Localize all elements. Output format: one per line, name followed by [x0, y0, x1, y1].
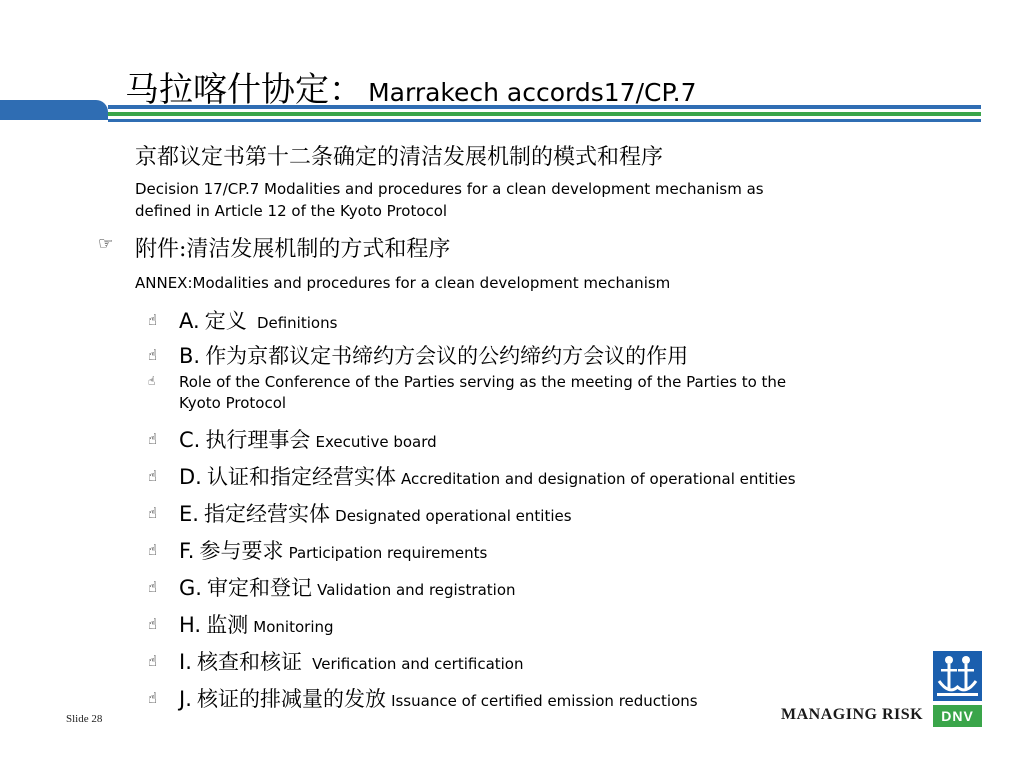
item-en: Monitoring: [253, 618, 334, 636]
slide-title: [125, 62, 697, 111]
header-blue-tab: [0, 100, 108, 120]
item-letter: B.: [179, 344, 201, 368]
pointing-hand-up-icon: ☝: [148, 652, 158, 670]
item-cn: 核查和核证: [196, 650, 302, 674]
item-en-line2: Kyoto Protocol: [179, 394, 287, 412]
item-letter: A.: [179, 309, 200, 333]
list-item: [179, 305, 337, 335]
list-item: [179, 609, 334, 639]
header-green-line: [108, 112, 981, 116]
pointing-hand-up-icon: ☝: [148, 541, 158, 559]
item-en: Participation requirements: [288, 544, 488, 562]
pointing-hand-up-icon: ☝: [148, 615, 158, 633]
item-cn: 审定和登记: [207, 576, 313, 600]
item-letter: F.: [179, 539, 195, 563]
pointing-hand-up-icon: ☝: [148, 504, 158, 522]
item-cn: 监测: [206, 613, 249, 637]
annex-en: ANNEX:Modalities and procedures for a clean development mechanism: [135, 274, 671, 292]
item-en: Verification and certification: [312, 655, 524, 673]
item-cn: 作为京都议定书缔约方会议的公约缔约方会议的作用: [205, 344, 689, 368]
list-item: [179, 372, 786, 414]
item-letter: H.: [179, 613, 202, 637]
item-letter: E.: [179, 502, 199, 526]
item-en: Designated operational entities: [335, 507, 572, 525]
item-en: Issuance of certified emission reductions: [391, 692, 698, 710]
item-letter: D.: [179, 465, 202, 489]
item-cn: 定义: [204, 309, 247, 333]
slide-title-en: Marrakech accords17/CP.7: [368, 78, 697, 107]
list-item: [179, 683, 698, 713]
list-item: [179, 340, 688, 370]
item-cn: 指定经营实体: [204, 502, 331, 526]
item-en: Accreditation and designation of operational entities: [401, 470, 796, 488]
pointing-hand-up-icon: ☝: [148, 311, 158, 329]
pointing-hand-right-icon: ☞: [98, 234, 114, 254]
list-item: [179, 461, 796, 491]
item-letter: J.: [179, 687, 192, 711]
dnv-logo-text: DNV: [933, 705, 982, 727]
footer-brand: MANAGING RISK: [781, 706, 924, 723]
list-item: [179, 424, 437, 454]
list-item: [179, 572, 516, 602]
item-cn: 核证的排减量的发放: [196, 687, 386, 711]
item-cn: 认证和指定经营实体: [206, 465, 396, 489]
subtitle-cn: 京都议定书第十二条确定的清洁发展机制的模式和程序: [135, 145, 664, 170]
item-en: Definitions: [256, 314, 338, 332]
item-letter: C.: [179, 428, 201, 452]
decision-en-line1: Decision 17/CP.7 Modalities and procedures for a clean development mechanism as: [135, 180, 764, 198]
item-en: Validation and registration: [317, 581, 516, 599]
pointing-hand-up-icon: ☝: [148, 467, 158, 485]
decision-en-line2: defined in Article 12 of the Kyoto Protocol: [135, 202, 448, 220]
slide-number: Slide 28: [66, 713, 103, 725]
pointing-hand-up-icon: ☝: [148, 374, 156, 388]
slide-title-cn: 马拉喀什协定：: [125, 70, 363, 110]
dnv-logo-icon: [933, 651, 982, 701]
pointing-hand-up-icon: ☝: [148, 578, 158, 596]
list-item: [179, 646, 524, 676]
list-item: [179, 535, 487, 565]
item-en: Executive board: [315, 433, 437, 451]
pointing-hand-up-icon: ☝: [148, 689, 158, 707]
item-letter: I.: [179, 650, 192, 674]
annex-cn: 附件:清洁发展机制的方式和程序: [135, 237, 451, 262]
header-blue-line-bottom: [108, 119, 981, 122]
list-item: [179, 498, 572, 528]
pointing-hand-up-icon: ☝: [148, 430, 158, 448]
pointing-hand-up-icon: ☝: [148, 346, 158, 364]
item-en: Role of the Conference of the Parties serving as the meeting of the Parties to the: [179, 373, 787, 391]
item-letter: G.: [179, 576, 202, 600]
item-cn: 执行理事会: [205, 428, 311, 452]
item-cn: 参与要求: [199, 539, 284, 563]
